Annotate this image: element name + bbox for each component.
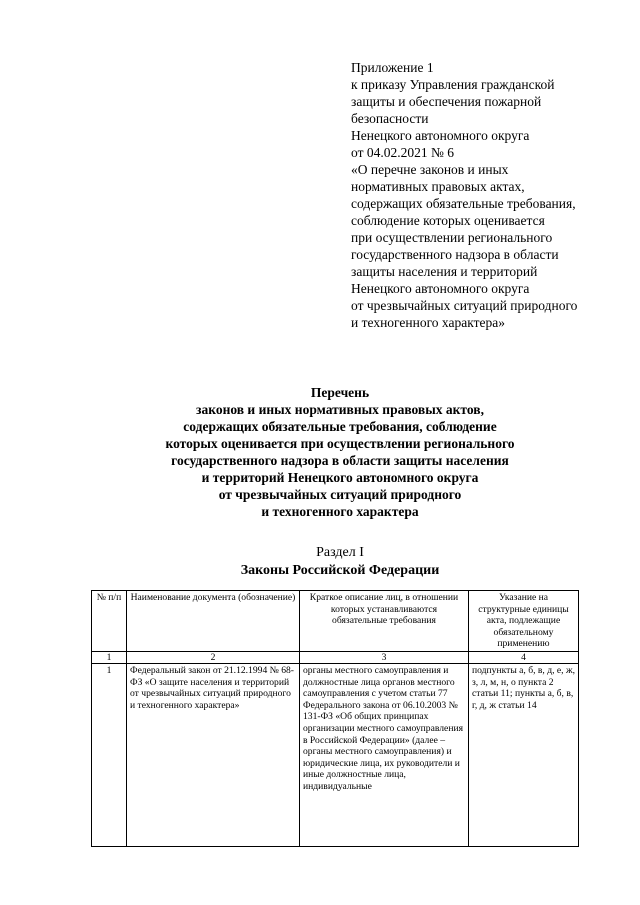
column-number: 4	[469, 652, 579, 664]
header-num: № п/п	[92, 591, 127, 652]
section-label: Раздел I	[316, 545, 364, 560]
title-line: от чрезвычайных ситуаций природного	[218, 487, 462, 502]
row-num: 1	[92, 664, 127, 847]
appendix-line: к приказу Управления гражданской	[351, 77, 555, 92]
appendix-line: содержащих обязательные требования,	[351, 196, 576, 211]
appendix-line: при осуществлении регионального	[351, 230, 553, 245]
appendix-line: соблюдение которых оценивается	[351, 213, 545, 228]
title-line: Перечень	[310, 385, 370, 400]
appendix-line: от 04.02.2021 № 6	[351, 145, 454, 160]
appendix-line: Ненецкого автономного округа	[351, 128, 530, 143]
appendix-line: «О перечне законов и иных	[351, 162, 509, 177]
laws-table	[91, 590, 579, 847]
title-line: государственного надзора в области защиты населения	[171, 453, 509, 468]
appendix-line: государственного надзора в области	[351, 247, 559, 262]
appendix-line: Приложение 1	[351, 60, 434, 75]
title-line: которых оценивается при осуществлении регионального	[165, 436, 515, 451]
section-name: Законы Российской Федерации	[240, 563, 440, 578]
document-title	[90, 384, 590, 520]
appendix-line: от чрезвычайных ситуаций природного	[351, 298, 578, 313]
title-line: и территорий Ненецкого автономного округа	[201, 470, 479, 485]
appendix-line: и техногенного характера»	[351, 315, 505, 330]
appendix-line: нормативных правовых актах,	[351, 179, 525, 194]
header-units: Указание на структурные единицы акта, подлежащие обязательному применению	[469, 591, 579, 652]
column-number-row	[92, 652, 579, 664]
appendix-line: защиты населения и территорий	[351, 264, 538, 279]
appendix-line: Ненецкого автономного округа	[351, 281, 530, 296]
title-line: и техногенного характера	[261, 504, 419, 519]
header-document: Наименование документа (обозначение)	[127, 591, 300, 652]
section-heading	[90, 544, 590, 580]
appendix-line: безопасности	[351, 111, 429, 126]
table-row	[92, 664, 579, 847]
header-persons: Краткое описание лиц, в отношении которых устанавливаются обязательные требования	[300, 591, 469, 652]
title-line: содержащих обязательные требования, соблюдение	[183, 419, 497, 434]
table-header-row	[92, 591, 579, 652]
row-document: Федеральный закон от 21.12.1994 № 68-ФЗ «О защите населения и территорий от чрезвычайных ситуаций природного и техногенного характера»	[127, 664, 300, 847]
column-number: 2	[127, 652, 300, 664]
title-line: законов и иных нормативных правовых актов,	[196, 402, 484, 417]
column-number: 3	[300, 652, 469, 664]
appendix-line: защиты и обеспечения пожарной	[351, 94, 542, 109]
row-units: подпункты а, б, в, д, е, ж, з, л, м, н, о пункта 2 статьи 11; пункты а, б, в, г, д, ж статьи 14	[469, 664, 579, 847]
appendix-block	[351, 59, 611, 331]
row-persons: органы местного самоуправления и должностные лица органов местного самоуправления с учетом статьи 77 Федерального закона от 06.10.2003 № 131-ФЗ «Об общих принципах организации местного самоуправления в Российской Федерации» (далее – органы местного самоуправления) и юридические лица, их руководители и иные должностные лица, индивидуальные	[300, 664, 469, 847]
column-number: 1	[92, 652, 127, 664]
